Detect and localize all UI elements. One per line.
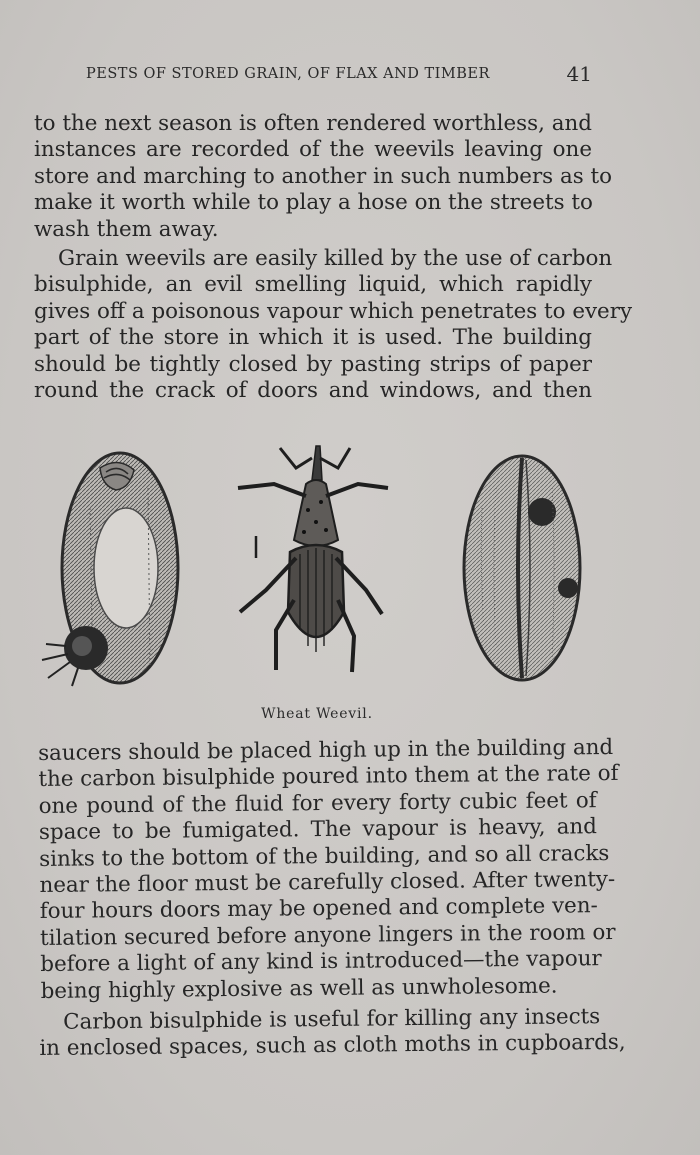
text-line: gives off a poisonous vapour which penetrates to every [34,298,633,324]
text-line: before a light of any kind is introduced—the vapour [40,946,602,978]
figure-caption: Wheat Weevil. [261,706,373,722]
text-line: round the crack of doors and windows, and then [34,378,592,404]
text-line: wash them away. [34,216,219,242]
text-line: being highly explosive as well as unwholesome. [40,973,558,1004]
text-line: space to be fumigated. The vapour is heavy, and [38,814,598,846]
text-line: Carbon bisulphide is useful for killing any insects [62,1004,601,1035]
text-line: bisulphide, an evil smelling liquid, which rapidly [34,272,592,298]
text-line: should be tightly closed by pasting strips of paper [34,351,592,377]
text-line: in enclosed spaces, such as cloth moths in cupboards, [39,1030,626,1062]
text-line: make it worth while to play a hose on the streets to [34,190,593,216]
text-line: four hours doors may be opened and complete ven- [39,893,598,925]
weevil-beetle-illustration [226,440,406,680]
paragraph-4 [39,1004,626,1063]
wheat-weevil-figure [30,440,650,690]
text-line: one pound of the fluid for every forty cubic feet of [38,787,597,819]
text-line: saucers should be placed high up in the building and [38,734,614,766]
grain-with-holes-illustration [452,448,592,688]
running-title: PESTS OF STORED GRAIN, OF FLAX AND TIMBER [86,66,490,82]
damaged-grain-illustration [38,448,198,698]
paragraph-3 [38,734,619,1005]
text-line: part of the store in which it is used. The building [34,325,592,351]
page-number: 41 [566,62,592,86]
text-line: store and marching to another in such numbers as to [34,163,612,189]
text-line: Grain weevils are easily killed by the use of carbon [58,246,613,271]
text-line: instances are recorded of the weevils leaving one [34,137,592,163]
running-head [86,62,592,86]
text-line: tilation secured before anyone lingers in the room or [39,919,616,951]
text-line: sinks to the bottom of the building, and so all cracks [39,840,610,872]
text-line: to the next season is often rendered worthless, and [34,111,592,136]
text-line: the carbon bisulphide poured into them at the rate of [38,761,619,793]
paragraph-2 [34,246,633,404]
paragraph-1 [34,111,612,243]
text-line: near the floor must be carefully closed. After twenty- [39,866,616,899]
